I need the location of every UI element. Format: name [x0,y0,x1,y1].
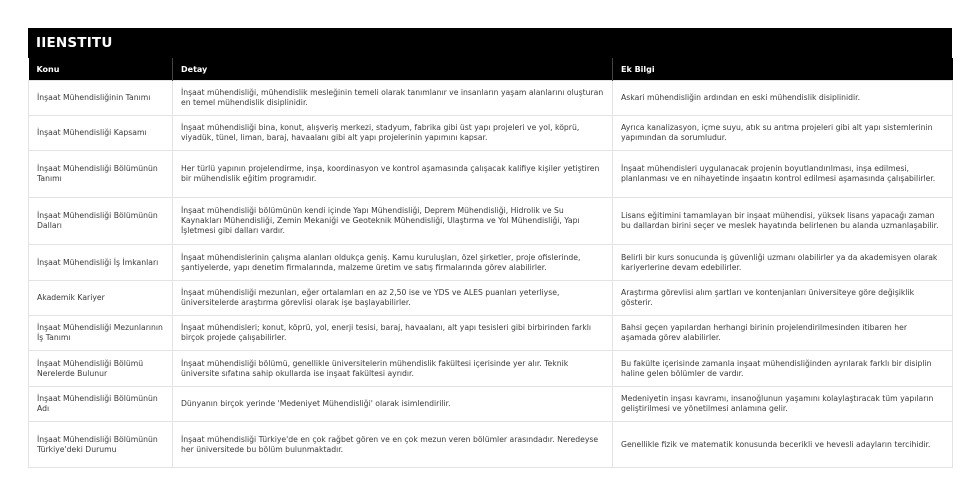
table-row [29,351,953,387]
extra-info-cell: Genellikle fizik ve matematik konusunda becerikli ve hevesli adayların tercihidir. [613,422,953,468]
topic-cell: İnşaat Mühendisliği Bölümünün Adı [29,387,173,422]
info-table [28,58,953,468]
detail-cell: İnşaat mühendisliği bölümü, genellikle üniversitelerin mühendislik fakültesi içerisinde yer alır. Teknik üniversite sıfatına sahip okullarda ise inşaat fakültesi ayrıdır. [173,351,613,387]
brand-header [28,28,952,58]
column-header-ek-bilgi: Ek Bilgi [613,58,953,81]
topic-cell: İnşaat Mühendisliği Bölümünün Türkiye'deki Durumu [29,422,173,468]
table-row [29,281,953,316]
table-row [29,116,953,151]
extra-info-cell: Ayrıca kanalizasyon, içme suyu, atık su arıtma projeleri gibi alt yapı sistemlerinin yapımından da sorumludur. [613,116,953,151]
topic-cell: İnşaat Mühendisliği Bölümünün Dalları [29,198,173,245]
detail-cell: Dünyanın birçok yerinde 'Medeniyet Mühendisliği' olarak isimlendirilir. [173,387,613,422]
detail-cell: İnşaat mühendislerinin çalışma alanları oldukça geniş. Kamu kuruluşları, özel şirketler, proje ofislerinde, şantiyelerde, yapı denetim firmalarında, malzeme üretim ve satış firmalarında görev alabilirler. [173,245,613,281]
table-row [29,151,953,198]
detail-cell: İnşaat mühendisleri; konut, köprü, yol, enerji tesisi, baraj, havaalanı, alt yapı tesisleri gibi birbirinden farklı birçok projede çalışabilirler. [173,316,613,351]
extra-info-cell: İnşaat mühendisleri uygulanacak projenin boyutlandırılması, inşa edilmesi, planlanması ve en nihayetinde inşaatın kontrol edilmesi aşamasında çalışabilirler. [613,151,953,198]
detail-cell: İnşaat mühendisliği mezunları, eğer ortalamları en az 2,50 ise ve YDS ve ALES puanları yeterliyse, üniversitelerde araştırma görevlisi olarak işe başlayabilirler. [173,281,613,316]
topic-cell: İnşaat Mühendisliğinin Tanımı [29,81,173,116]
extra-info-cell: Medeniyetin inşası kavramı, insanoğlunun yaşamını kolaylaştıracak tüm yapıların geliştirilmesi ve yönetilmesi anlamına gelir. [613,387,953,422]
topic-cell: İnşaat Mühendisliği Bölümü Nerelerde Bulunur [29,351,173,387]
detail-cell: İnşaat mühendisliği bölümünün kendi içinde Yapı Mühendisliği, Deprem Mühendisliği, Hidrolik ve Su Kaynakları Mühendisliği, Zemin Mekaniği ve Geoteknik Mühendisliği, Ulaştırma ve Yol Mühendisliği, Yapı İşletmesi gibi dalları vardır. [173,198,613,245]
detail-cell: İnşaat mühendisliği bina, konut, alışveriş merkezi, stadyum, fabrika gibi üst yapı projeleri ve yol, köprü, viyadük, tünel, liman, baraj, havaalanı gibi alt yapı projelerinin yapımını kapsar. [173,116,613,151]
extra-info-cell: Belirli bir kurs sonucunda iş güvenliği uzmanı olabilirler ya da akademisyen olarak kariyerlerine devam edebilirler. [613,245,953,281]
detail-cell: Her türlü yapının projelendirme, inşa, koordinasyon ve kontrol aşamasında çalışacak kalifiye kişiler yetiştiren bir mühendislik eğitim programıdır. [173,151,613,198]
table-row [29,316,953,351]
topic-cell: İnşaat Mühendisliği Kapsamı [29,116,173,151]
table-header-row [29,58,953,81]
detail-cell: İnşaat mühendisliği, mühendislik mesleğinin temeli olarak tanımlanır ve insanların yaşam alanlarını oluşturan en temel mühendislik disiplinidir. [173,81,613,116]
extra-info-cell: Lisans eğitimini tamamlayan bir inşaat mühendisi, yüksek lisans yapacağı zaman bu dallardan birini seçer ve meslek hayatında belirlenen bu alanda uzmanlaşabilir. [613,198,953,245]
topic-cell: İnşaat Mühendisliği İş İmkanları [29,245,173,281]
table-row [29,387,953,422]
topic-cell: Akademik Kariyer [29,281,173,316]
topic-cell: İnşaat Mühendisliği Mezunlarının İş Tanımı [29,316,173,351]
table-row [29,422,953,468]
extra-info-cell: Araştırma görevlisi alım şartları ve kontenjanları üniversiteye göre değişiklik gösterir. [613,281,953,316]
detail-cell: İnşaat mühendisliği Türkiye'de en çok rağbet gören ve en çok mezun veren bölümler arasındadır. Neredeyse her üniversitede bu bölüm bulunmaktadır. [173,422,613,468]
extra-info-cell: Bahsi geçen yapılardan herhangi birinin projelendirilmesinden itibaren her aşamada görev alabilirler. [613,316,953,351]
extra-info-cell: Askari mühendisliğin ardından en eski mühendislik disiplinidir. [613,81,953,116]
table-row [29,198,953,245]
column-header-konu: Konu [29,58,173,81]
column-header-detay: Detay [173,58,613,81]
extra-info-cell: Bu fakülte içerisinde zamanla inşaat mühendisliğinden ayrılarak farklı bir disiplin haline gelen bölümler de vardır. [613,351,953,387]
table-row [29,245,953,281]
topic-cell: İnşaat Mühendisliği Bölümünün Tanımı [29,151,173,198]
table-row [29,81,953,116]
content-card [28,28,952,468]
brand-logo-text: IIENSTITU [36,35,113,51]
